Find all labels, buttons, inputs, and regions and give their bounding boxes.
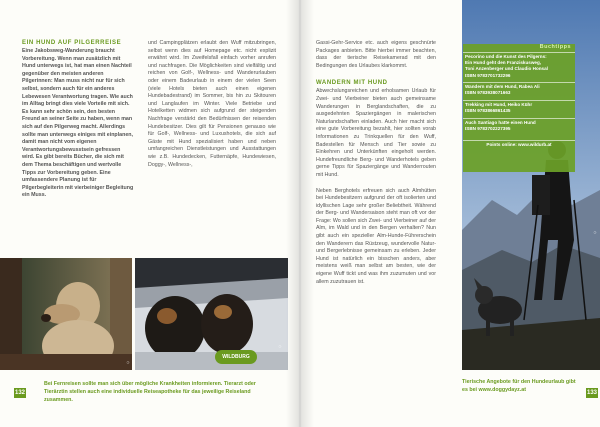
book-tip-1-author: Toni Anzenberger und Claudio Honsal	[465, 66, 548, 72]
photo-dogs-car	[135, 258, 288, 370]
photo-credit-3: ©	[593, 230, 597, 234]
dogs-car-image	[135, 258, 288, 370]
right-column-1	[316, 40, 436, 286]
book-tip-1-isbn: ISBN 9783701732296	[465, 72, 511, 78]
heading-wandern: WANDERN MIT HUND	[316, 80, 388, 87]
left-body-text: und Campingplätzen erlaubt den Wuff mitzubringen, selbst wenn dies auf Homepage etc. nicht explizit erwähnt wird. Im Zweifelsfall einfach vorher anrufen und nachfragen. Die Möglichkeiten sind vielfältig und reichen von Golf-, Wellness- und Wanderurlauben oder einem Badeurlaub in einem der vielen Seen (viele Hotels bieten auch einen eigenen Hundebadestrand) im Sommer, bis hin zu Skitouren und Langlaufen im Winter. Viele Betriebe und Hotelketten widmen sich aufgrund der steigenden Nachfrage verstärkt den Bedürfnissen der reisenden Hundebesitzer. Dies gilt für Pensionen genauso wie für Golf-, Wellness- und Luxushotels, die sich auf Gäste mit Hund spezialisiert haben und neben umfangreichen Dienstleistungen und Ausstattungen wie z.B. Hundedecken, Futternäpfe, Hundewiesen, Doggy-, Wellness-,	[148, 40, 276, 168]
right-body-mid: Abwechslungsreichen und erholsamen Urlaub für Zwei- und Vierbeiner bieten auch gemeinsame Wanderungen in Berglandschaften, die zu ausgedehnten Spaziergängen in malerischen Naturlandschaften einladen. Auch hier macht sich eine gute Vorbereitung bezahlt, hier sollten vorab Informationen zu Trinkquellen für den Wuff, Badestellen für Mensch und Tier sowie zu Einkehren und Unterkünften eingeholt werden. Hundefreundliche Berg- und Wanderhotels geben gerne Tipps für Spaziergänge und Wanderrouten mit Hund.	[316, 88, 436, 178]
photo-dog-window	[0, 258, 132, 370]
left-caption: Bei Fernreisen sollte man sich über mögliche Krankheiten informieren. Tierarzt oder Tierärztin stellen auch eine individuelle Reiseapotheke für das jeweilige Reiseland zusammen.	[44, 381, 256, 403]
dog-window-image	[0, 258, 132, 370]
book-tip-1-subtitle: Ein Hund geht den Franziskusweg,	[465, 60, 542, 66]
book-tip-1-title: Pecorino und die Kunst des Pilgerns:	[465, 54, 547, 59]
left-column-1	[22, 40, 134, 200]
book-tip-1	[463, 52, 575, 80]
right-body-bottom: Neben Berghotels erfreuen sich auch Almhütten bei Hundebesitzern aufgrund der oft isolierten und idyllischen Lage sehr großer Beliebtheit. Während der Berg- und Wandersaison steht man oft vor der Frage: Wo sollen sich Zwei- und Vierbeiner auf der Alm, im Wald und in den Bergen verhalten? Nun gibt auch ein spezieller Alm-Hunde-Führerschein den Wanderern das Rüstzeug, wundervolle Natur- und Bergerlebnisse gemeinsam zu erleben. Jeder Hund ist natürlich ein bisschen anders, aber meistens weiß man selbst am besten, wie der eigene Wuff tickt und was ihm zuzumuten und vor allem zuzutrauen ist.	[316, 187, 436, 285]
right-caption: Tierische Angebote für den Hundeurlaub gibt es bei www.doggydayz.at	[462, 379, 576, 393]
book-tip-4	[463, 118, 575, 133]
book-tips-title: Buchtipps	[539, 44, 571, 50]
book-tip-3-title: Trekking mit Hund, Heiko Kühr	[465, 102, 533, 107]
left-column-2	[148, 40, 276, 169]
photo-credit-2: ©	[278, 344, 282, 348]
book-tip-3	[463, 100, 575, 115]
photo-credit-1: ©	[126, 360, 130, 364]
book-tip-4-isbn: ISBN 9783702227395	[465, 126, 511, 132]
book-tip-3-isbn: ISBN 9783866861435	[465, 108, 511, 114]
book-tip-2-title: Wandern mit dem Hund, Rabea Ali	[465, 84, 540, 89]
book-tip-2	[463, 82, 575, 97]
book-tip-2-isbn: ISBN 9783938071663	[465, 90, 511, 96]
wildburg-logo	[215, 350, 257, 364]
right-page-number: 133	[586, 390, 597, 396]
points-online-link[interactable]: Points online: www.wildurb.at	[463, 140, 575, 148]
logo-text: WILDBURG	[222, 354, 250, 360]
book-tip-4-title: Auch Santiago hatte einen Hund	[465, 120, 536, 125]
intro-bold-text: Eine Jakobsweg-Wanderung braucht Vorbereitung. Wenn man zusätzlich mit Hund unterwegs ist, hat man einen Nachteil gegenüber den meisten anderen Pilgerinnen: Man muss nicht nur für sich selbst, sondern auch für ein anderes Lebewesen Verantwortung tragen. Wie auch im Alltag bringt dies viele Vorteile mit sich. Es kann sehr schön sein, den besten Freund an seiner Seite zu haben, wenn man sich auf den Pilgerweg macht. Allerdings sollte man unterwegs einiges mit einplanen, damit man nicht vom eigenen Verantwortungsbewusstsein gefressen wird. Es gibt bereits Bücher, die sich mit dem Thema beschäftigen und wertvolle Tipps zur Vorbereitung geben. Eine umfassendere Planung ist für Pilgerbegleiterin mit vierbeiniger Begleitung ein Muss.	[22, 48, 134, 199]
right-body-top: Gassi-Gehr-Service etc. auch eigens geschnürte Packages anbieten. Bitte hierbei immer beachten, dass der tierische Reisekamerad mit den Bedingungen des Urlaubes klarkommt.	[316, 40, 436, 69]
left-page-number: 132	[14, 390, 25, 396]
book-tips-box	[463, 44, 575, 172]
heading-pilgerreise: EIN HUND AUF PILGERREISE	[22, 40, 122, 46]
